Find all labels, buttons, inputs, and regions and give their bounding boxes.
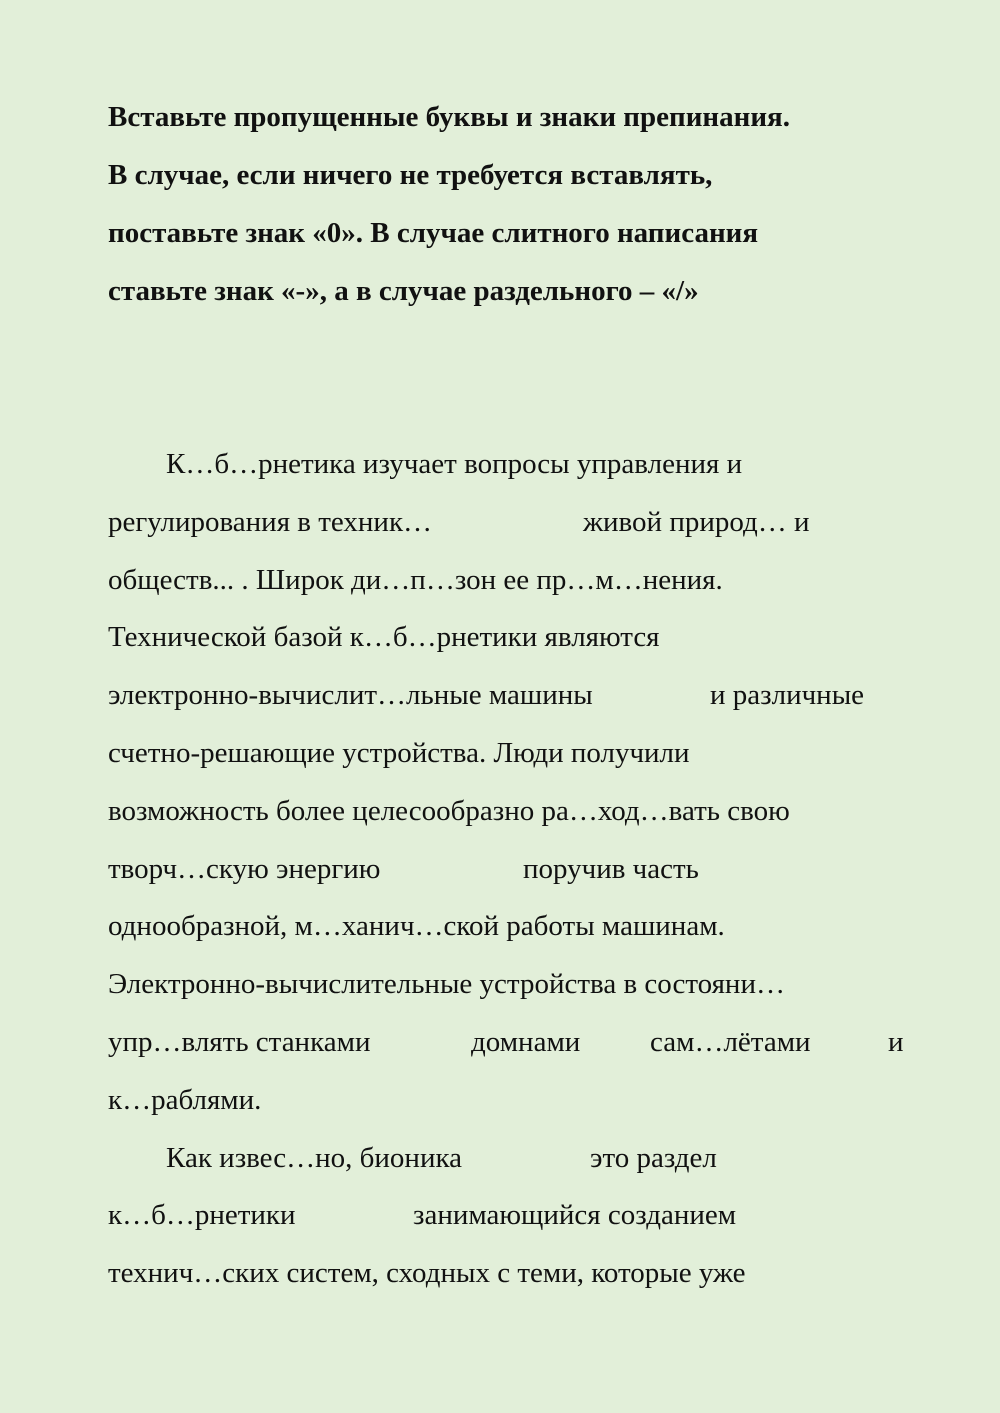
- text-line: [108, 552, 908, 610]
- instruction-line: В случае, если ничего не требуется вставлять,: [108, 159, 713, 191]
- text-segment: и: [888, 1025, 904, 1058]
- text-line: [108, 956, 908, 1014]
- text-segment: творч…скую энергию: [108, 852, 381, 885]
- text-segment: занимающийся созданием: [413, 1199, 737, 1232]
- text-segment: возможность более целесообразно ра…ход…вать свою: [108, 794, 790, 827]
- instruction-line: поставьте знак «0». В случае слитного написания: [108, 217, 759, 249]
- text-segment: домнами: [471, 1025, 581, 1058]
- text-segment: К…б…рнетика изучает вопросы управления и: [166, 448, 743, 480]
- text-segment: к…раблями.: [108, 1083, 262, 1116]
- text-segment: сам…лётами: [650, 1025, 811, 1058]
- text-line: [108, 494, 908, 552]
- text-segment: к…б…рнетики: [108, 1199, 296, 1232]
- text-segment: однообразной, м…ханич…ской работы машинам.: [108, 910, 725, 943]
- instruction-line: ставьте знак «-», а в случае раздельного – «/»: [108, 275, 699, 307]
- text-line: [108, 783, 908, 841]
- text-segment: Технической базой к…б…рнетики являются: [108, 621, 660, 654]
- instruction-line: Вставьте пропущенные буквы и знаки препинания.: [108, 101, 790, 133]
- text-segment: Электронно-вычислительные устройства в состояни…: [108, 968, 785, 1001]
- task-instructions: [108, 88, 928, 320]
- text-line: [108, 1130, 908, 1188]
- text-segment: регулирования в техник…: [108, 505, 433, 538]
- text-segment: упр…влять станками: [108, 1025, 371, 1058]
- text-segment: счетно-решающие устройства. Люди получили: [108, 736, 690, 769]
- text-segment: обществ... . Широк ди…п…зон ее пр…м…нения.: [108, 563, 723, 596]
- text-line: [108, 436, 908, 494]
- exercise-text: [108, 436, 908, 1303]
- text-line: [108, 609, 908, 667]
- text-segment: поручив часть: [523, 852, 699, 885]
- text-line: [108, 1072, 908, 1130]
- text-line: [108, 1245, 908, 1303]
- text-line: [108, 667, 908, 725]
- text-line: [108, 1187, 908, 1245]
- text-segment: живой природ… и: [583, 505, 810, 538]
- text-line: [108, 1014, 908, 1072]
- text-line: [108, 841, 908, 899]
- text-segment: технич…ских систем, сходных с теми, которые уже: [108, 1257, 746, 1290]
- text-segment: и различные: [710, 679, 865, 712]
- text-segment: это раздел: [590, 1141, 717, 1174]
- text-line: [108, 725, 908, 783]
- text-segment: электронно-вычислит…льные машины: [108, 679, 593, 712]
- text-segment: Как извес…но, бионика: [166, 1141, 462, 1174]
- text-line: [108, 898, 908, 956]
